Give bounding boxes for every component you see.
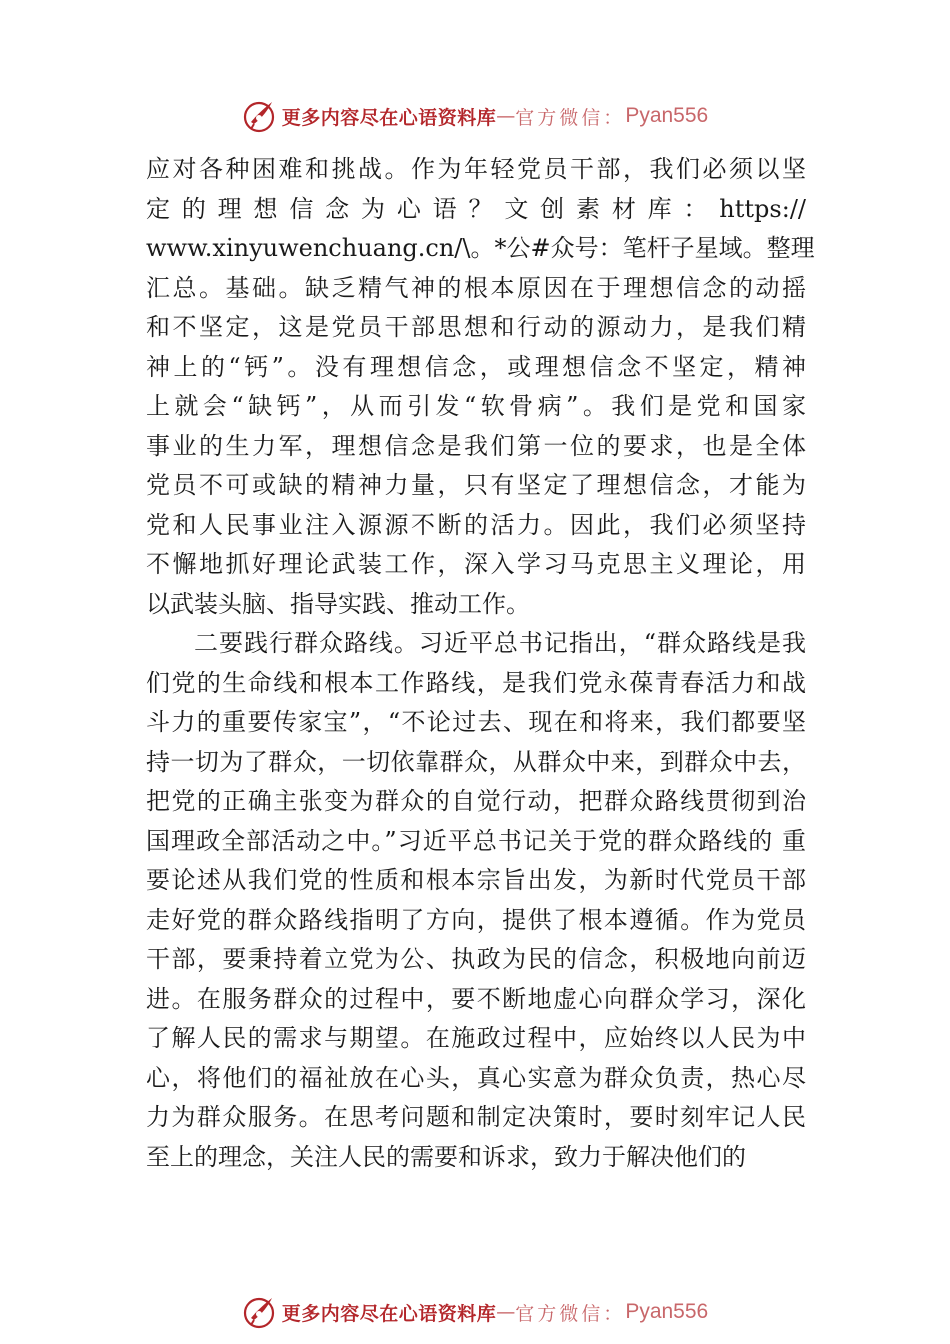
text-line: 进。在服务群众的过程中，要不断地虚心向群众学习，深化: [146, 984, 806, 1013]
header-watermark-banner: [0, 94, 950, 138]
banner-wechat-id: Pyan556: [625, 1300, 709, 1323]
text-line: 事业的生力军，理想信念是我们第一位的要求，也是全体: [146, 431, 806, 460]
banner-separator: —: [496, 1301, 516, 1323]
banner-wechat-id: Pyan556: [625, 104, 709, 127]
text-line: 应对各种困难和挑战。作为年轻党员干部，我们必须以坚: [146, 155, 806, 183]
text-line: 心，将他们的福祉放在心头，真心实意为群众负责，热心尽: [146, 1063, 806, 1092]
text-line: 了解人民的需求与期望。在施政过程中，应始终以人民为中: [146, 1024, 806, 1052]
banner-separator: —: [496, 105, 516, 127]
text-line: 们党的生命线和根本工作路线，是我们党永葆青春活力和战: [146, 668, 806, 697]
banner-main-text: 更多内容尽在心语资料库: [281, 1302, 497, 1325]
banner-main-text: 更多内容尽在心语资料库: [281, 106, 497, 129]
text-line: 力为群众服务。在思考问题和制定决策时，要时刻牢记人民: [146, 1103, 806, 1131]
text-line: 要论述从我们党的性质和根本宗旨出发，为新时代党员干部: [146, 866, 806, 894]
footer-watermark-banner: [0, 1290, 950, 1334]
banner-wechat-label: 官方微信：: [515, 106, 626, 129]
text-line: 不懈地抓好理论武装工作，深入学习马克思主义理论，用: [146, 550, 806, 578]
quill-logo-icon: [242, 98, 278, 134]
text-line: 党员不可或缺的精神力量，只有坚定了理想信念，才能为: [146, 471, 806, 499]
paragraph-start-line: 二要践行群众路线。习近平总书记指出，“群众路线是我: [194, 629, 806, 657]
text-line: 汇总。基础。缺乏精气神的根本原因在于理想信念的动摇: [146, 273, 806, 302]
text-line: 神上的“钙”。没有理想信念，或理想信念不坚定，精神: [146, 352, 806, 381]
text-line: 以武装头脑、指导实践、推动工作。: [146, 589, 530, 618]
quill-logo-icon: [242, 1294, 278, 1330]
text-line: 持一切为了群众，一切依靠群众，从群众中来，到群众中去，: [146, 747, 806, 776]
text-line: www.xinyuwenchuang.cn/\。*公#众号：笔杆子星域。整理: [146, 234, 815, 262]
document-body: [146, 150, 815, 1177]
text-line: 定的理想信念为心语？文创素材库：https://: [146, 194, 806, 223]
banner-wechat-label: 官方微信：: [515, 1302, 626, 1325]
text-line: 至上的理念，关注人民的需要和诉求，致力于解决他们的: [146, 1142, 746, 1171]
text-line: 国理政全部活动之中。”习近平总书记关于党的群众路线的 重: [146, 826, 806, 855]
text-line: 把党的正确主张变为群众的自觉行动，把群众路线贯彻到治: [146, 787, 806, 815]
text-line: 干部，要秉持着立党为公、执政为民的信念，积极地向前迈: [146, 945, 806, 973]
text-line: 走好党的群众路线指明了方向，提供了根本遵循。作为党员: [146, 905, 806, 934]
text-line: 斗力的重要传家宝”，“不论过去、现在和将来，我们都要坚: [146, 708, 806, 736]
text-line: 上就会“缺钙”，从而引发“软骨病”。我们是党和国家: [146, 392, 806, 420]
text-line: 和不坚定，这是党员干部思想和行动的源动力，是我们精: [146, 313, 806, 341]
text-line: 党和人民事业注入源源不断的活力。因此，我们必须坚持: [146, 510, 806, 539]
